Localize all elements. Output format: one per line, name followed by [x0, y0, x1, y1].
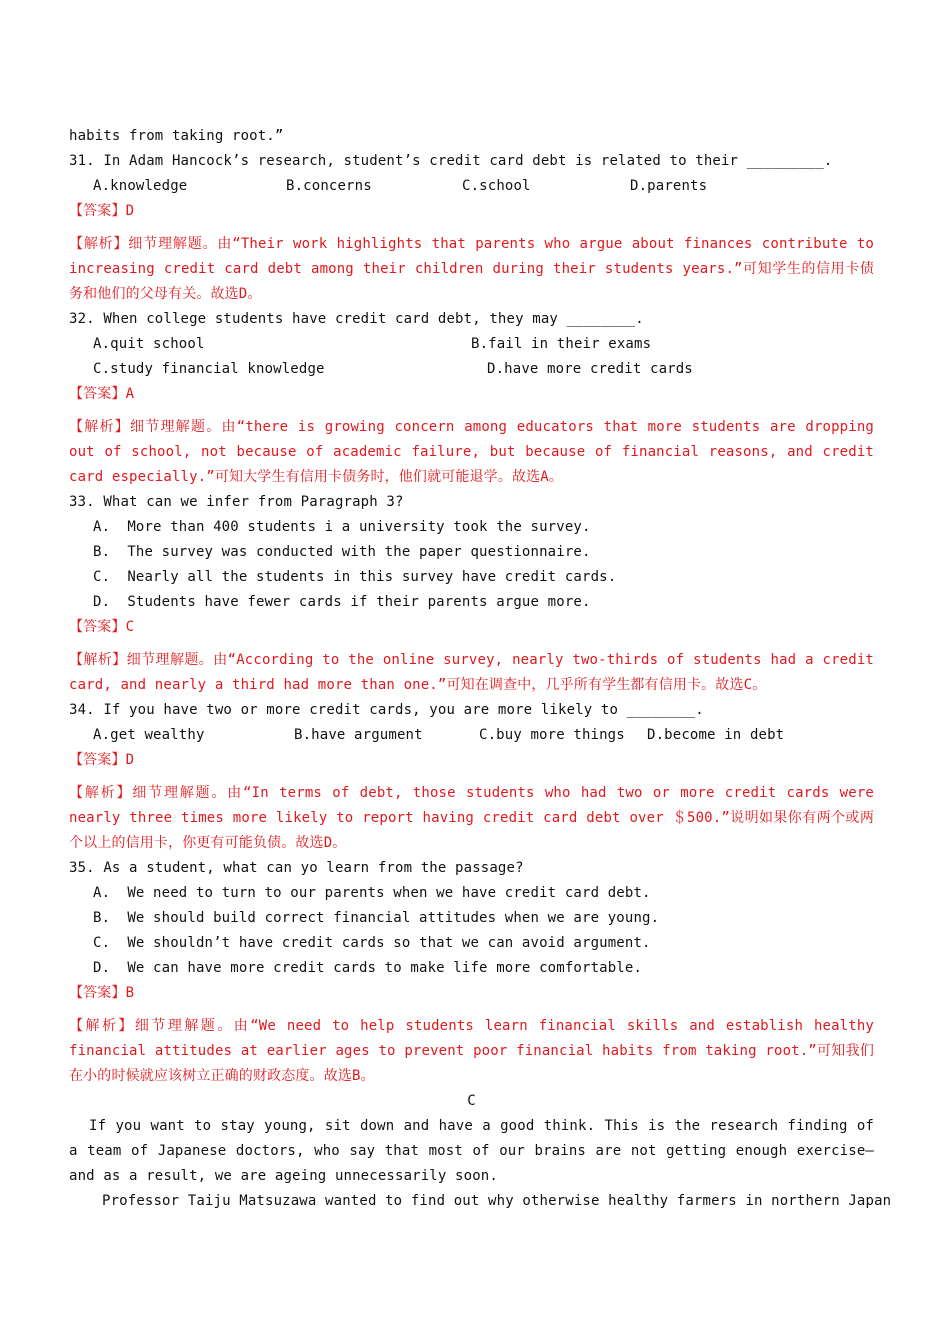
q33-option-b: B. The survey was conducted with the paper questionnaire. [93, 544, 591, 560]
answer-value: B [125, 985, 135, 1001]
question-32-answer [69, 382, 874, 407]
analysis-text: 细节理解题。由“According to the online survey, nearly two-thirds of students had a credit card, and nearly a third had more than one.”可知在调查中，几乎所有学生都有信用卡。故选C。 [69, 652, 874, 693]
q34-option-c: C.buy more things [479, 727, 625, 743]
answer-tag: 【答案】 [69, 619, 126, 635]
analysis-text: 细节理解题。由“there is growing concern among educators that more students are dropping out of school, not because of academic failure, but because of financial reasons, and credit card especially.”可知大学生有信用卡债务时，他们就可能退学。故选A。 [69, 419, 874, 485]
question-35-answer [69, 981, 874, 1006]
question-33-answer [69, 615, 874, 640]
question-34-analysis [69, 781, 874, 856]
question-32-options-row1 [69, 332, 874, 357]
analysis-tag: 【解析】 [69, 1018, 135, 1034]
question-33-analysis [69, 648, 874, 698]
question-31-stem: 31. In Adam Hancock’s research, student’s credit card debt is related to their _________. [69, 153, 833, 169]
question-31-answer [69, 199, 874, 224]
document-content [69, 124, 892, 1214]
q31-option-a: A.knowledge [93, 178, 188, 194]
q34-option-a: A.get wealthy [93, 727, 205, 743]
answer-value: D [125, 203, 135, 219]
analysis-text: 细节理解题。由“Their work highlights that parents who argue about finances contribute to increasing credit card debt among their children during their students years.”可知学生的信用卡债务和他们的父母有关。故选D。 [69, 236, 874, 302]
question-34-stem: 34. If you have two or more credit cards, you are more likely to ________. [69, 702, 704, 718]
analysis-text: 细节理解题。由“In terms of debt, those students who had two or more credit cards were nearly three times more likely to report having credit card debt over ＄500.”说明如果你有两个或两个以上的信用卡，你更有可能负债。故选D。 [69, 785, 874, 851]
q31-option-b: B.concerns [286, 178, 372, 194]
answer-tag: 【答案】 [69, 985, 126, 1001]
q35-option-a: A. We need to turn to our parents when we have credit card debt. [93, 885, 651, 901]
q31-option-c: C.school [462, 178, 531, 194]
question-31-analysis [69, 232, 874, 307]
answer-value: C [125, 619, 135, 635]
q35-option-b: B. We should build correct financial attitudes when we are young. [93, 910, 660, 926]
section-c-heading: C [467, 1093, 476, 1109]
answer-tag: 【答案】 [69, 203, 126, 219]
analysis-tag: 【解析】 [69, 236, 129, 252]
question-33-stem: 33. What can we infer from Paragraph 3? [69, 494, 404, 510]
analysis-text: 细节理解题。由“We need to help students learn financial skills and establish healthy financial attitudes at earlier ages to prevent poor financial habits from taking root.”可知我们在小的时候就应该树立正确的财政态度。故选B。 [69, 1018, 874, 1084]
q31-option-d: D.parents [630, 178, 708, 194]
analysis-tag: 【解析】 [69, 785, 133, 801]
question-34-options [69, 723, 874, 748]
question-34-answer [69, 748, 874, 773]
q32-option-c: C.study financial knowledge [93, 361, 325, 377]
q35-option-d: D. We can have more credit cards to make life more comfortable. [93, 960, 643, 976]
section-c-paragraph-2: Professor Taiju Matsuzawa wanted to find out why otherwise healthy farmers in northern Japan [102, 1193, 892, 1209]
intro-tail: habits from taking root.” [69, 128, 284, 144]
q33-option-d: D. Students have fewer cards if their parents argue more. [93, 594, 591, 610]
q34-option-d: D.become in debt [647, 727, 785, 743]
answer-tag: 【答案】 [69, 752, 126, 768]
q32-option-a: A.quit school [93, 336, 205, 352]
analysis-tag: 【解析】 [69, 419, 130, 435]
question-32-stem: 32. When college students have credit card debt, they may ________. [69, 311, 644, 327]
q33-option-a: A. More than 400 students i a university took the survey. [93, 519, 591, 535]
answer-value: A [125, 386, 135, 402]
question-35-analysis [69, 1014, 874, 1089]
question-35-stem: 35. As a student, what can yo learn from the passage? [69, 860, 524, 876]
answer-value: D [125, 752, 135, 768]
answer-tag: 【答案】 [69, 386, 126, 402]
analysis-tag: 【解析】 [69, 652, 127, 668]
q32-option-d: D.have more credit cards [487, 361, 693, 377]
question-31-options [69, 174, 874, 199]
question-32-options-row2 [69, 357, 874, 382]
q32-option-b: B.fail in their exams [471, 336, 652, 352]
q34-option-b: B.have argument [294, 727, 423, 743]
question-32-analysis [69, 415, 874, 490]
q35-option-c: C. We shouldn’t have credit cards so that we can avoid argument. [93, 935, 651, 951]
section-c-paragraph-1: If you want to stay young, sit down and have a good think. This is the research finding of a team of Japanese doctors, who say that most of our brains are not getting enough exercise—and as a result, we are ageing unnecessarily soon. [69, 1118, 874, 1184]
q33-option-c: C. Nearly all the students in this survey have credit cards. [93, 569, 617, 585]
